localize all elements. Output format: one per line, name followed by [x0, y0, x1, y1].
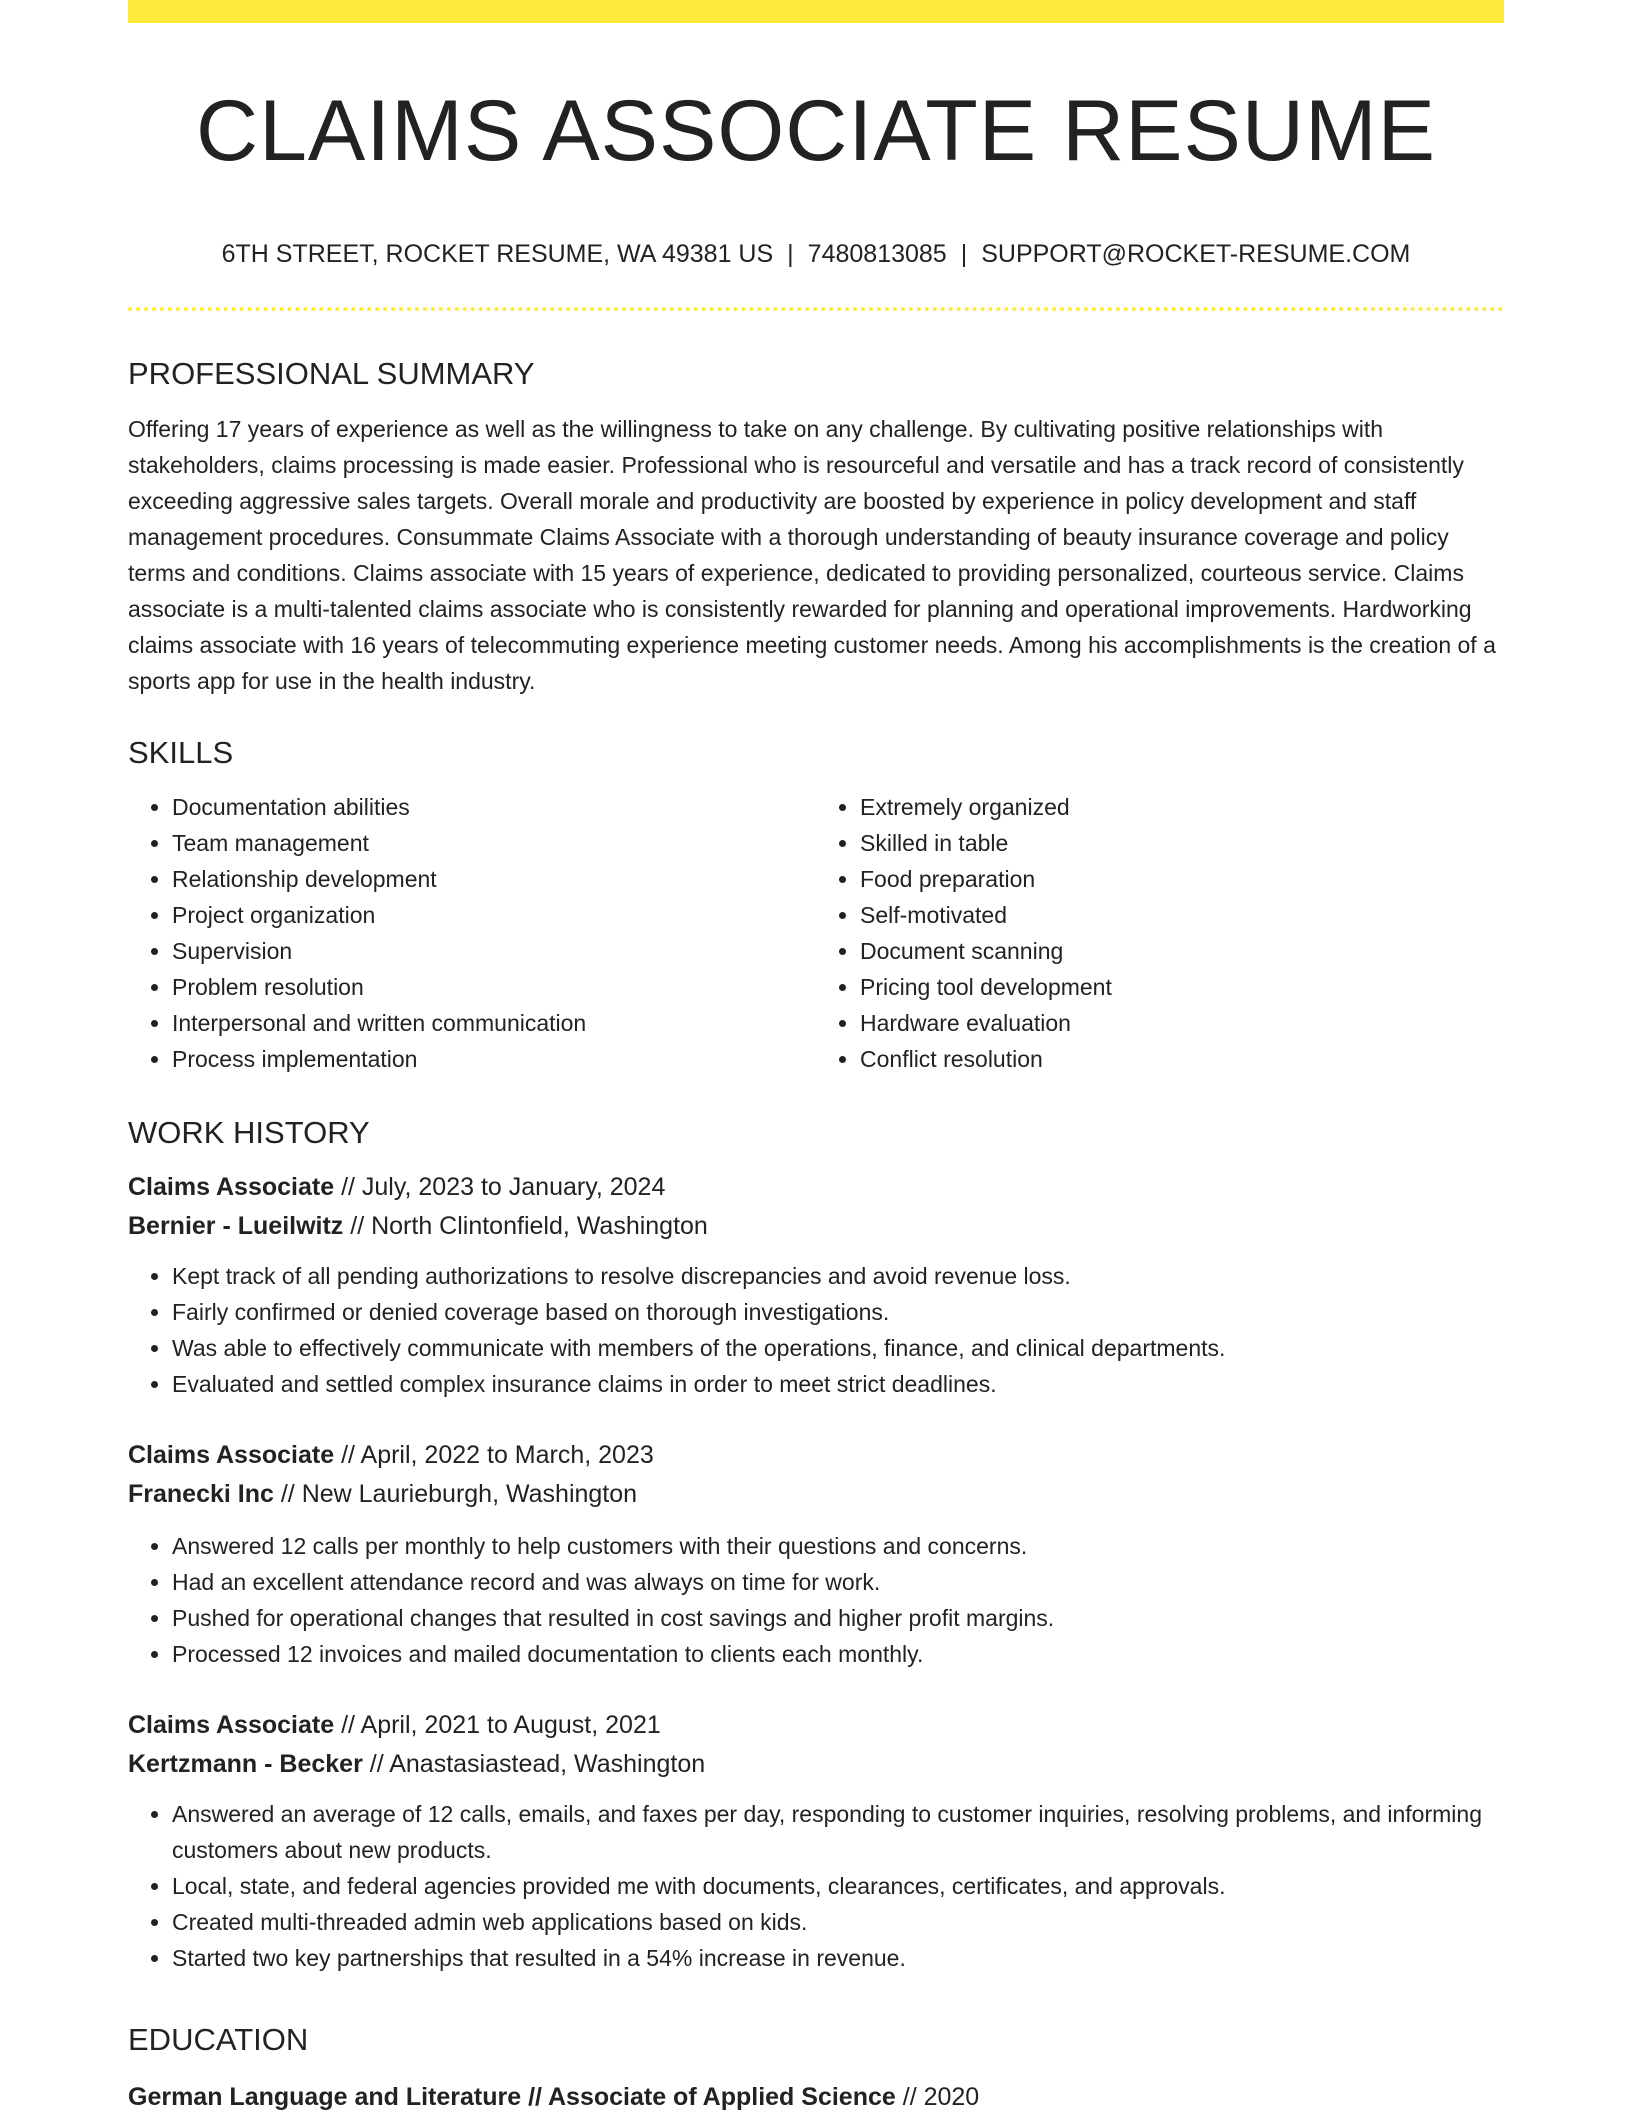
job-bullet: • Started two key partnerships that resulted in a 54% increase in revenue.	[172, 1940, 1504, 1976]
contact-separator: |	[787, 240, 794, 268]
job-location: // Anastasiastead, Washington	[362, 1750, 706, 1778]
skill-item: • Relationship development	[172, 861, 816, 897]
skills-right-list	[816, 789, 1504, 1077]
skill-item: • Hardware evaluation	[860, 1005, 1504, 1041]
job-title-line	[128, 1706, 1504, 1745]
skills-section	[128, 733, 1504, 1077]
summary-section	[128, 354, 1504, 699]
job-location: // New Laurieburgh, Washington	[273, 1480, 638, 1508]
resume-title: CLAIMS ASSOCIATE RESUME	[195, 83, 1437, 179]
job-bullets	[128, 1528, 1504, 1672]
skill-item: • Interpersonal and written communication	[172, 1005, 816, 1041]
job-title-line	[128, 1168, 1504, 1207]
job-company-line	[128, 1475, 1504, 1514]
job-title: Claims Associate	[128, 1441, 335, 1469]
contact-address: 6TH STREET, ROCKET RESUME, WA 49381 US	[221, 240, 774, 268]
job-location: // North Clintonfield, Washington	[343, 1212, 708, 1240]
job-entry	[128, 1436, 1504, 1672]
job-bullet: • Fairly confirmed or denied coverage based on thorough investigations.	[172, 1294, 1504, 1330]
job-bullet: • Was able to effectively communicate with members of the operations, finance, and clinical departments.	[172, 1330, 1504, 1366]
skill-item: • Problem resolution	[172, 969, 816, 1005]
summary-text: Offering 17 years of experience as well as the willingness to take on any challenge. By cultivating positive relationships with stakeholders, claims processing is made easier. Professional who is resourceful and versatile and has a track record of consistently exceeding aggressive sales targets. Overall morale and productivity are boosted by experience in policy development and staff management procedures. Consummate Claims Associate with a thorough understanding of beauty insurance coverage and policy terms and conditions. Claims associate with 15 years of experience, dedicated to providing personalized, courteous service. Claims associate is a multi-talented claims associate who is consistently rewarded for planning and operational improvements. Hardworking claims associate with 16 years of telecommuting experience meeting customer needs. Among his accomplishments is the creation of a sports app for use in the health industry.	[128, 416, 1496, 694]
job-company: Bernier - Lueilwitz	[128, 1212, 344, 1240]
skill-item: • Pricing tool development	[860, 969, 1504, 1005]
contact-email: SUPPORT@ROCKET-RESUME.COM	[981, 240, 1411, 268]
skill-item: • Supervision	[172, 933, 816, 969]
skill-item: • Skilled in table	[860, 825, 1504, 861]
job-entry	[128, 1168, 1504, 1402]
dotted-divider	[128, 307, 1504, 311]
work-history-section	[128, 1113, 1504, 1976]
job-title-line	[128, 1436, 1504, 1475]
job-bullet: • Answered 12 calls per monthly to help customers with their questions and concerns.	[172, 1528, 1504, 1564]
resume-page	[128, 0, 1504, 2111]
job-bullet: • Local, state, and federal agencies provided me with documents, clearances, certificates, and approvals.	[172, 1868, 1504, 1904]
job-company-line	[128, 1207, 1504, 1246]
education-year: // 2020	[895, 2083, 980, 2111]
job-bullet: • Created multi-threaded admin web applications based on kids.	[172, 1904, 1504, 1940]
skill-item: • Self-motivated	[860, 897, 1504, 933]
job-title: Claims Associate	[128, 1173, 335, 1201]
contact-line	[128, 236, 1504, 272]
job-dates: // April, 2022 to March, 2023	[334, 1441, 654, 1469]
skill-item: • Food preparation	[860, 861, 1504, 897]
skills-columns	[128, 789, 1504, 1077]
summary-heading: PROFESSIONAL SUMMARY	[128, 356, 535, 391]
accent-top-bar	[128, 0, 1504, 23]
job-company: Franecki Inc	[128, 1480, 274, 1508]
skill-item: • Team management	[172, 825, 816, 861]
contact-phone: 7480813085	[807, 240, 947, 268]
job-dates: // July, 2023 to January, 2024	[334, 1173, 666, 1201]
education-degree: German Language and Literature // Associate of Applied Science	[128, 2083, 896, 2111]
skill-item: • Document scanning	[860, 933, 1504, 969]
job-dates: // April, 2021 to August, 2021	[334, 1711, 661, 1739]
job-bullet: • Processed 12 invoices and mailed documentation to clients each monthly.	[172, 1636, 1504, 1672]
skills-left-list	[128, 789, 816, 1077]
education-section	[128, 2020, 1504, 2117]
job-bullet: • Had an excellent attendance record and was always on time for work.	[172, 1564, 1504, 1600]
job-company-line	[128, 1745, 1504, 1784]
skill-item: • Extremely organized	[860, 789, 1504, 825]
job-bullets	[128, 1258, 1504, 1402]
education-heading: EDUCATION	[128, 2022, 309, 2057]
education-line	[128, 2078, 1504, 2117]
job-bullet: • Kept track of all pending authorizations to resolve discrepancies and avoid revenue loss.	[172, 1258, 1504, 1294]
job-entry	[128, 1706, 1504, 1976]
skills-heading: SKILLS	[128, 735, 234, 770]
skill-item: • Documentation abilities	[172, 789, 816, 825]
job-title: Claims Associate	[128, 1711, 335, 1739]
job-bullet: • Evaluated and settled complex insurance claims in order to meet strict deadlines.	[172, 1366, 1504, 1402]
skill-item: • Process implementation	[172, 1041, 816, 1077]
work-history-heading: WORK HISTORY	[128, 1115, 370, 1150]
job-bullets	[128, 1796, 1504, 1976]
job-bullet: • Answered an average of 12 calls, emails, and faxes per day, responding to customer inquiries, resolving problems, and informing customers about new products.	[172, 1796, 1504, 1868]
contact-separator: |	[960, 240, 968, 268]
job-bullet: • Pushed for operational changes that resulted in cost savings and higher profit margins.	[172, 1600, 1504, 1636]
job-company: Kertzmann - Becker	[128, 1750, 363, 1778]
skill-item: • Project organization	[172, 897, 816, 933]
skill-item: • Conflict resolution	[860, 1041, 1504, 1077]
